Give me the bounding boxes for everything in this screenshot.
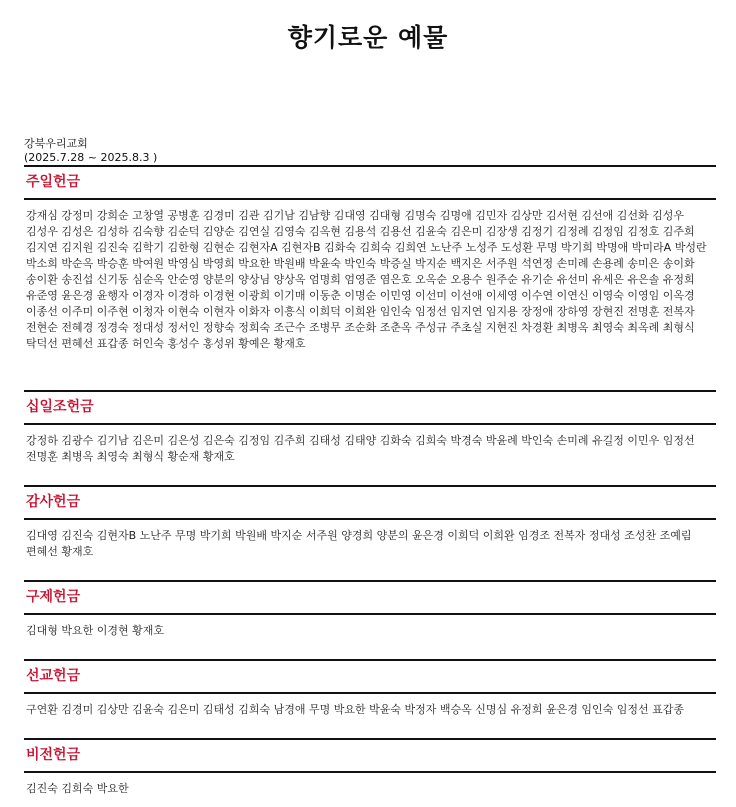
page-title: 향기로운 예물 bbox=[287, 23, 449, 52]
names-mission: 구연환 김경미 김상만 김윤숙 김은미 김태성 김희숙 남경애 무명 박요한 박윤숙 박정자 백승옥 신명심 유정희 윤은경 임인숙 임정선 표갑종 bbox=[26, 703, 684, 716]
section-thanks bbox=[24, 485, 716, 580]
period: (2025.7.28 ~ 2025.8.3 ) bbox=[24, 151, 158, 164]
names-tithe: 강정하 김광수 김기남 김은미 김은성 김은숙 김정임 김주희 김태성 김태양 김화숙 김희숙 박경숙 박윤례 박인숙 손미례 유길정 이민우 임정선 전명훈 최병옥 최영숙 최형식 황순재 황재호 bbox=[26, 434, 695, 463]
names-thanks: 김대영 김진숙 김현자B 노난주 무명 박기희 박원배 박지순 서주원 양경희 양분의 윤은경 이희덕 이희완 임경조 전복자 정대성 조성찬 조예림 편혜선 황재호 bbox=[26, 529, 692, 558]
section-title-tithe: 십일조헌금 bbox=[26, 399, 94, 415]
section-title-thanks: 감사헌금 bbox=[26, 494, 81, 510]
section-title-vision: 비전헌금 bbox=[26, 747, 81, 763]
section-mission bbox=[24, 659, 716, 738]
section-tithe bbox=[24, 390, 716, 485]
section-relief bbox=[24, 580, 716, 659]
names-sunday: 강재심 강정미 강희순 고창열 공병훈 김경미 김관 김기남 김남향 김대영 김대형 김명숙 김명애 김민자 김상만 김서현 김선애 김선화 김성우 김성우 김성은 김성하 김숙향 김순덕 김양순 김연실 김영숙 김옥현 김용석 김용선 김윤숙 김은미 김장생 김정기 김정례 김정임 김정호 김주희 김지연 김지원 김진숙 김학기 김한형 김현순 김현자A 김현자B 김화숙 김희숙 김희연 노난주 노성주 도성환 무명 박기희 박명애 박미라A 박성란 박소희 박순옥 박승훈 박여원 박영심 박영희 박요한 박원배 박윤숙 박인숙 박증실 박지순 백지은 서주원 석연정 손미례 손용례 송미은 송이화 송이환 송진섭 신기동 심순옥 안순영 양분의 양상님 양상옥 엄명희 엄영준 염은호 오옥순 오용수 원주순 유기순 유선미 유세은 유은솔 유정희 유준영 윤은경 윤행자 이경자 이경하 이경현 이광희 이기매 이동춘 이명순 이민영 이선미 이선애 이세영 이수연 이연신 이영숙 이영임 이옥경 이종선 이주미 이주현 이청자 이현숙 이현자 이화자 이흥식 이희덕 이희완 임인숙 임정선 임지연 임지용 장정애 장하영 장현진 전명훈 전복자 전현순 전혜경 정경숙 정대성 정서인 정향숙 정희숙 조근수 조병무 조순화 조춘옥 주성규 주초실 지현진 차경환 최병옥 최영숙 최옥례 최형식 탁덕선 편혜선 표갑종 허인숙 홍성수 홍성위 황예은 황재호 bbox=[26, 209, 707, 350]
section-title-sunday: 주일헌금 bbox=[26, 174, 81, 190]
names-vision: 김진숙 김희숙 박요한 bbox=[26, 782, 129, 795]
names-relief: 김대형 박요한 이경현 황재호 bbox=[26, 624, 165, 637]
section-title-relief: 구제헌금 bbox=[26, 589, 81, 605]
meta-info bbox=[24, 137, 157, 165]
offering-sections bbox=[24, 165, 716, 805]
section-title-mission: 선교헌금 bbox=[26, 668, 81, 684]
section-sunday bbox=[24, 165, 716, 390]
section-vision bbox=[24, 738, 716, 805]
church-name: 강북우리교회 bbox=[24, 137, 88, 150]
